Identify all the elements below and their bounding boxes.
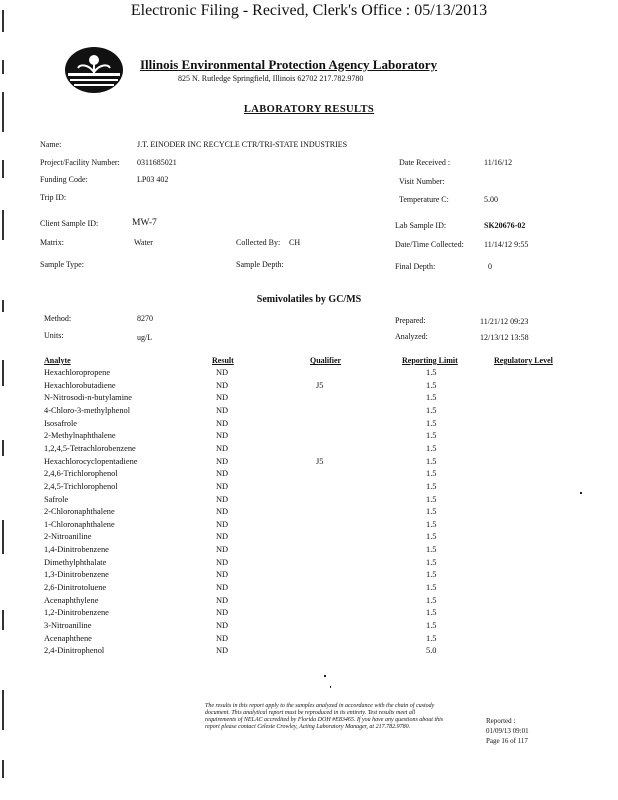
reporting-limit-cell: 1.5 xyxy=(426,443,437,453)
result-cell: ND xyxy=(216,431,229,441)
temperature-label: Temperature C: xyxy=(399,195,449,204)
collected-by-value: CH xyxy=(289,238,301,247)
reporting-limit-cell: 1.5 xyxy=(426,608,437,618)
reporting-limit-cell: 1.5 xyxy=(426,557,437,567)
funding-value: LP03 402 xyxy=(137,175,169,184)
table-row xyxy=(0,444,618,457)
column-header-result: Result xyxy=(212,356,234,365)
table-row xyxy=(0,457,618,470)
table-row xyxy=(0,608,618,621)
prepared-value: 11/21/12 09:23 xyxy=(480,317,529,326)
datetime-collected-value: 11/14/12 9:55 xyxy=(484,240,529,249)
lab-sample-label: Lab Sample ID: xyxy=(395,221,447,230)
table-row xyxy=(0,646,618,659)
result-cell: ND xyxy=(216,595,229,605)
result-cell: ND xyxy=(216,557,229,567)
analyte-cell: 2,4,5-Trichlorophenol xyxy=(44,481,118,491)
collected-by-label: Collected By: xyxy=(236,238,281,247)
qualifier-cell: J5 xyxy=(316,380,324,390)
result-cell: ND xyxy=(216,443,229,453)
reporting-limit-cell: 1.5 xyxy=(426,583,437,593)
agency-name: Illinois Environmental Protection Agency Laboratory xyxy=(140,57,438,72)
report-title: LABORATORY RESULTS xyxy=(243,104,375,115)
scan-speck xyxy=(330,686,331,688)
table-row xyxy=(0,495,618,508)
table-row xyxy=(0,406,618,419)
reporting-limit-cell: 1.5 xyxy=(426,494,437,504)
reporting-limit-cell: 1.5 xyxy=(426,431,437,441)
result-cell: ND xyxy=(216,621,229,630)
reporting-limit-cell: 1.5 xyxy=(426,532,437,542)
analyte-cell: 3-Nitroaniline xyxy=(44,621,92,630)
table-row xyxy=(0,621,618,634)
method-label: Method: xyxy=(44,314,72,323)
analyte-cell: 1,3-Dinitrobenzene xyxy=(44,570,109,580)
reporting-limit-cell: 1.5 xyxy=(426,380,437,390)
reporting-limit-cell: 1.5 xyxy=(426,481,437,491)
result-cell: ND xyxy=(216,545,229,555)
reporting-limit-cell: 1.5 xyxy=(426,405,437,415)
table-row xyxy=(0,381,618,394)
filing-header: Electronic Filing - Recived, Clerk's Office : 05/13/2013 xyxy=(130,2,488,19)
column-header-analyte: Analyte xyxy=(44,356,71,365)
sample-depth-label: Sample Depth: xyxy=(236,260,284,269)
reporting-limit-cell: 1.5 xyxy=(426,633,437,643)
table-row xyxy=(0,570,618,583)
result-cell: ND xyxy=(216,405,229,415)
reporting-limit-cell: 1.5 xyxy=(426,418,437,428)
funding-label: Funding Code: xyxy=(40,175,88,184)
reporting-limit-cell: 1.5 xyxy=(426,507,437,517)
agency-address: 825 N. Rutledge Springfield, Illinois 62702 217.782.9780 xyxy=(178,74,364,83)
agency-logo-icon xyxy=(64,46,124,94)
analyte-cell: 1-Chloronaphthalene xyxy=(44,519,115,529)
reporting-limit-cell: 1.5 xyxy=(426,570,437,580)
table-row xyxy=(0,393,618,406)
units-label: Units: xyxy=(44,331,64,340)
datetime-collected-label: Date/Time Collected: xyxy=(395,240,464,249)
reporting-limit-cell: 1.5 xyxy=(426,545,437,555)
reported-block xyxy=(486,716,529,746)
analyte-cell: Hexachloropropene xyxy=(44,368,111,377)
analyte-cell: Acenaphthene xyxy=(44,633,92,643)
reported-label: Reported : xyxy=(486,717,516,725)
reporting-limit-cell: 1.5 xyxy=(426,393,437,403)
table-row xyxy=(0,419,618,432)
scan-speck xyxy=(324,675,326,677)
date-received-value: 11/16/12 xyxy=(484,158,513,167)
analyte-cell: Acenaphthylene xyxy=(44,595,99,605)
result-cell: ND xyxy=(216,456,229,466)
column-header-reporting-limit: Reporting Limit xyxy=(402,356,458,365)
method-value: 8270 xyxy=(137,314,153,323)
analyte-cell: 1,4-Dinitrobenzene xyxy=(44,545,109,555)
units-value: ug/L xyxy=(137,333,153,342)
column-header-qualifier: Qualifier xyxy=(310,356,342,365)
sample-type-label: Sample Type: xyxy=(40,260,84,269)
table-row xyxy=(0,596,618,609)
footer-note: The results in this report apply to the samples analyzed in accordance with the chain of custody document. This analytical report must be reproduced in its entirety. Test results meet all requirements of NELAC accredited by Florida DOH #E83465. If you have any questions about this report please contact Celeste Crowley, Acting Laboratory Manager, at 217.782.9780. xyxy=(205,703,444,730)
table-row xyxy=(0,507,618,520)
result-cell: ND xyxy=(216,519,229,529)
project-value: 0311685021 xyxy=(137,158,177,167)
table-row xyxy=(0,532,618,545)
prepared-label: Prepared: xyxy=(395,316,426,325)
analyte-cell: 2,4-Dinitrophenol xyxy=(44,646,105,656)
analyte-cell: 2-Methylnaphthalene xyxy=(44,431,116,441)
analyte-cell: Isosafrole xyxy=(44,418,78,428)
reporting-limit-cell: 1.5 xyxy=(426,519,437,529)
matrix-value: Water xyxy=(134,238,153,247)
table-row xyxy=(0,634,618,647)
reporting-limit-cell: 1.5 xyxy=(426,469,437,479)
analyzed-label: Analyzed: xyxy=(395,332,428,341)
result-cell: ND xyxy=(216,570,229,580)
final-depth-value: 0 xyxy=(488,262,492,271)
analyte-cell: 1,2,4,5-Tetrachlorobenzene xyxy=(44,443,136,453)
date-received-label: Date Received : xyxy=(399,158,451,167)
table-row xyxy=(0,520,618,533)
result-cell: ND xyxy=(216,393,229,403)
page-number: Page 16 of 117 xyxy=(486,737,528,745)
result-cell: ND xyxy=(216,368,229,377)
analyte-cell: Hexachlorocyclopentadiene xyxy=(44,456,138,466)
section-title: Semivolatiles by GC/MS xyxy=(256,294,362,305)
result-cell: ND xyxy=(216,380,229,390)
analyte-cell: Dimethylphthalate xyxy=(44,557,107,567)
analyzed-value: 12/13/12 13:58 xyxy=(480,333,529,342)
analyte-cell: 4-Chloro-3-methylphenol xyxy=(44,405,131,415)
analyte-cell: 2,4,6-Trichlorophenol xyxy=(44,469,118,479)
result-cell: ND xyxy=(216,481,229,491)
reporting-limit-cell: 1.5 xyxy=(426,368,437,377)
final-depth-label: Final Depth: xyxy=(395,262,436,271)
table-row xyxy=(0,469,618,482)
client-sample-label: Client Sample ID: xyxy=(40,219,99,228)
table-row xyxy=(0,583,618,596)
lab-sample-value: SK20676-02 xyxy=(484,221,526,230)
analyte-cell: 2,6-Dinitrotoluene xyxy=(44,583,107,593)
temperature-value: 5.00 xyxy=(484,195,498,204)
result-cell: ND xyxy=(216,608,229,618)
name-label: Name: xyxy=(40,140,62,149)
reporting-limit-cell: 1.5 xyxy=(426,456,437,466)
analyte-cell: N-Nitrosodi-n-butylamine xyxy=(44,393,132,403)
result-cell: ND xyxy=(216,507,229,517)
analyte-cell: 2-Chloronaphthalene xyxy=(44,507,115,517)
trip-label: Trip ID: xyxy=(40,193,67,202)
analyte-cell: Hexachlorobutadiene xyxy=(44,380,116,390)
result-cell: ND xyxy=(216,646,229,656)
column-header-regulatory-level: Regulatory Level xyxy=(494,356,553,365)
reporting-limit-cell: 1.5 xyxy=(426,621,437,630)
visit-label: Visit Number: xyxy=(399,177,445,186)
result-cell: ND xyxy=(216,583,229,593)
name-value: J.T. EINODER INC RECYCLE CTR/TRI-STATE INDUSTRIES xyxy=(137,140,348,149)
reporting-limit-cell: 1.5 xyxy=(426,595,437,605)
reporting-limit-cell: 5.0 xyxy=(426,646,437,656)
table-row xyxy=(0,558,618,571)
client-sample-value: MW-7 xyxy=(132,218,157,228)
reported-value: 01/09/13 09:01 xyxy=(486,727,529,735)
matrix-label: Matrix: xyxy=(40,238,64,247)
table-row xyxy=(0,431,618,444)
qualifier-cell: J5 xyxy=(316,456,324,466)
result-cell: ND xyxy=(216,469,229,479)
analyte-cell: 1,2-Dinitrobenzene xyxy=(44,608,109,618)
analyte-cell: 2-Nitroaniline xyxy=(44,532,92,542)
table-row xyxy=(0,545,618,558)
result-cell: ND xyxy=(216,532,229,542)
project-label: Project/Facility Number: xyxy=(40,158,120,167)
result-cell: ND xyxy=(216,418,229,428)
table-row xyxy=(0,368,618,381)
result-cell: ND xyxy=(216,494,229,504)
table-row xyxy=(0,482,618,495)
result-cell: ND xyxy=(216,633,229,643)
analyte-cell: Safrole xyxy=(44,494,69,504)
